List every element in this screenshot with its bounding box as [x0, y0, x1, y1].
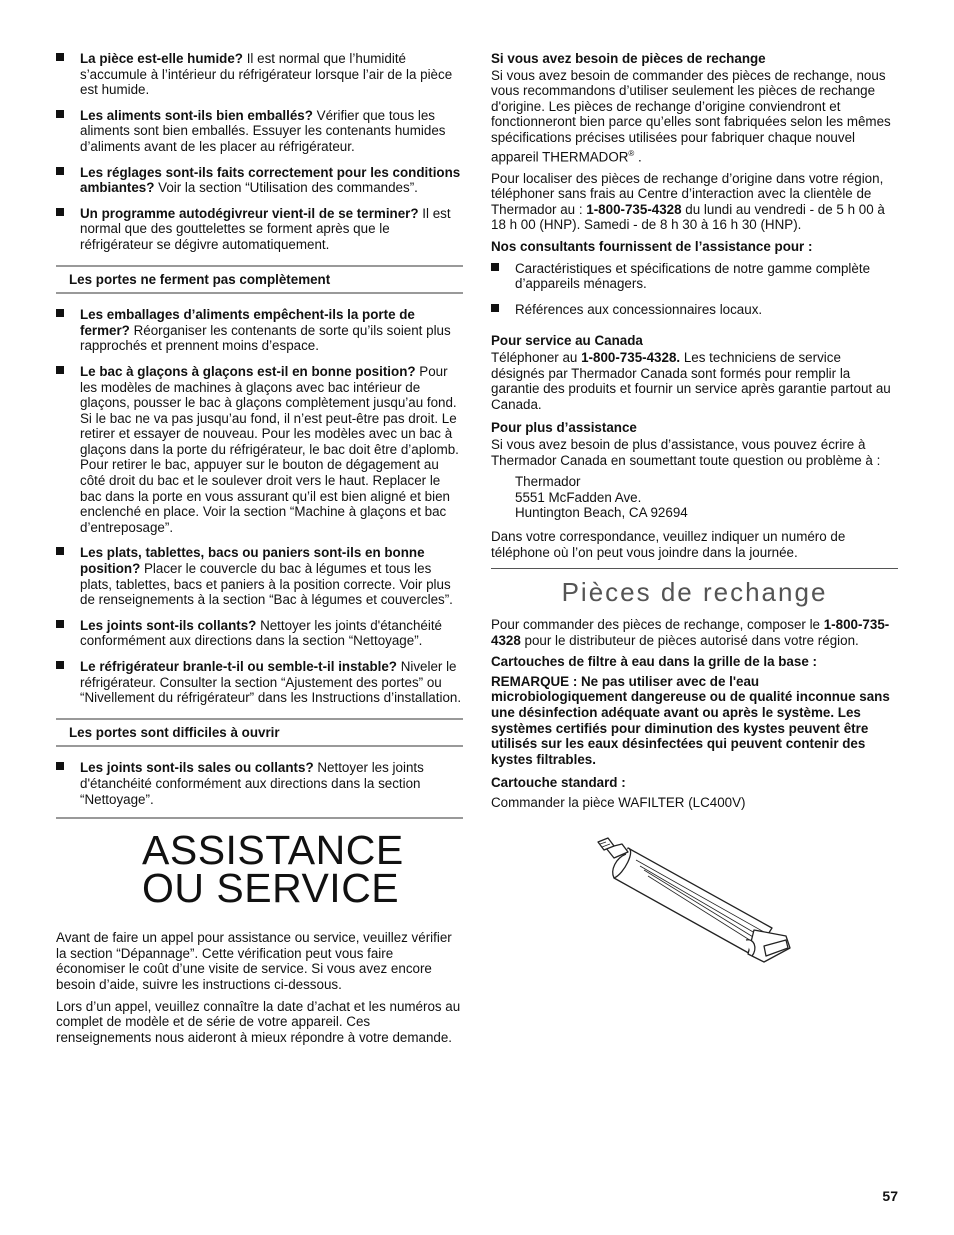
square-bullet-icon	[491, 263, 499, 271]
bullet-item: Les réglages sont-ils faits correctement pour les conditions ambiantes? Voir la section “Utilisation des commandes”.	[56, 165, 463, 196]
bullet-item: Références aux concessionnaires locaux.	[491, 302, 898, 318]
phone-number: 1-800-735-4328	[586, 201, 682, 217]
section-heading-doors-not-closing: Les portes ne ferment pas complètement	[56, 265, 463, 295]
title-line-2: OU SERVICE	[142, 865, 400, 912]
consultants-list	[491, 261, 898, 318]
bullet-item: Caractéristiques et spécifications de notre gamme complète d’appareils ménagers.	[491, 261, 898, 292]
right-column	[491, 51, 898, 817]
left-column	[56, 51, 463, 1051]
square-bullet-icon	[491, 304, 499, 312]
parts-heading: Si vous avez besoin de pièces de rechange	[491, 51, 766, 66]
order-paragraph: Pour commander des pièces de rechange, composer le 1-800-735-4328 pour le distributeur de pièces autorisé dans votre région.	[491, 617, 890, 648]
more-help-heading: Pour plus d’assistance	[491, 420, 637, 436]
bullet-item: Le réfrigérateur branle-t-il ou semble-t-il instable? Niveler le réfrigérateur. Consulter la section “Ajustement des portes” ou “Nivellement du réfrigérateur” dans les Instructions d’installation.	[56, 659, 463, 706]
intro-paragraph: Avant de faire un appel pour assistance ou service, veuillez vérifier la section “Dépannage”. Cette vérification peut vous faire économiser le coût d’une visite de service. Si vous avez encore besoin d’aide, suivre les instructions ci-dessous.	[56, 930, 452, 992]
standard-cartridge-text: Commander la pièce WAFILTER (LC400V)	[491, 795, 746, 811]
canada-heading: Pour service au Canada	[491, 333, 643, 349]
mailing-address: Thermador 5551 McFadden Ave. Huntington Beach, CA 92694	[515, 474, 688, 521]
consultants-heading: Nos consultants fournissent de l’assistance pour :	[491, 239, 813, 254]
square-bullet-icon	[56, 110, 64, 118]
bullet-item: Les emballages d’aliments empêchent-ils la porte de fermer? Réorganiser les contenants de sorte qu’ils soient plus rapprochés et prennent moins d’espace.	[56, 307, 463, 354]
cartridge-heading: Cartouches de filtre à eau dans la grille de la base :	[491, 654, 817, 670]
phone-number: 1-800-735-4328	[491, 617, 890, 648]
bullet-item: Les aliments sont-ils bien emballés? Vérifier que tous les aliments sont bien emballés. Essuyer les contenants humides d’aliments avant de les placer au réfrigérateur.	[56, 108, 463, 155]
square-bullet-icon	[56, 762, 64, 770]
square-bullet-icon	[56, 309, 64, 317]
section-divider	[491, 568, 898, 569]
bullet-item: Les plats, tablettes, bacs ou paniers sont-ils en bonne position? Placer le couvercle du bac à légumes et tous les plats, tablettes, bacs et paniers à la position correcte. Voir plus de renseignements à la section “Bac à légumes et couvercles”.	[56, 545, 463, 607]
square-bullet-icon	[56, 620, 64, 628]
warning-note: REMARQUE : Ne pas utiliser avec de l'eau microbiologiquement dangereuse ou de qualité inconnue sans une désinfection adéquate avant ou après le système. Les systèmes certifiés pour diminution des kystes peuvent être utilisés sur les eaux désinfectées qui peuvent contenir des kystes filtrables.	[491, 673, 890, 767]
humidity-bullets	[56, 51, 463, 253]
title-line-1: ASSISTANCE	[142, 827, 404, 874]
hard-open-bullets	[56, 760, 463, 807]
square-bullet-icon	[56, 167, 64, 175]
parts-locate-paragraph: Pour localiser des pièces de rechange d’origine dans votre région, téléphoner sans frais au Centre d’interaction avec la clientèle de Thermador au : 1-800-735-4328 du lundi au vendredi - de 5 h 00 à 18 h 00 (HNP). Samedi - de 8 h 30 à 16 h 30 (HNP).	[491, 170, 885, 233]
phone-number: 1-800-735-4328.	[581, 349, 681, 365]
bullet-item: Le bac à glaçons à glaçons est-il en bonne position? Pour les modèles de machines à glaçons avec bac intérieur de glaçons, pousser le bac à glaçons complètement jusqu’au fond. Si le bac ne va pas jusqu’au fond, il n’est peut-être pas droit. Le retirer et essayer de nouveau. Pour les modèles avec un bac à glaçons dans la porte du réfrigérateur, le bac doit être d’aplomb. Pour retirer le bac, appuyer sur le bouton de dégagement au côté droit du bac et le soulever droit vers le haut. Replacer le bac dans la porte en vous assurant qu’il est bien aligné et bien enclenché en place. Voir la section “Machine à glaçons et bac d’entreposage”.	[56, 364, 463, 536]
bullet-item: Les joints sont-ils sales ou collants? Nettoyer les joints d'étanchéité conformément aux directions dans la section “Nettoyage”.	[56, 760, 463, 807]
doors-bullets	[56, 307, 463, 706]
replacement-parts-title: Pièces de rechange	[561, 577, 828, 608]
parts-paragraph: Si vous avez besoin de commander des pièces de rechange, nous vous recommandons d’utiliser seulement les pièces de rechange d'origine. Les pièces de rechange d’origine conviendront et fonctionneront bien parce qu’elles sont fabriquées selon les mêmes spécifications précises utilisées pour fabriquer chaque nouvel appareil THERMADOR® .	[491, 67, 891, 165]
page-number: 57	[882, 1188, 898, 1204]
call-info-paragraph: Lors d’un appel, veuillez connaître la date d’achat et les numéros au complet de modèle et de série de votre appareil. Ces renseignements nous aideront à mieux répondre à votre demande.	[56, 998, 461, 1045]
assistance-title	[56, 817, 463, 912]
bullet-item: Un programme autodégivreur vient-il de se terminer? Il est normal que des gouttelettes se forment après que le réfrigérateur se dégivre automatiquement.	[56, 206, 463, 253]
bullet-item: La pièce est-elle humide? Il est normal que l’humidité s’accumule à l’intérieur du réfrigérateur lorsque l’air de la pièce est humide.	[56, 51, 463, 98]
more-help-paragraph: Si vous avez besoin de plus d’assistance, vous pouvez écrire à Thermador Canada en soumettant toute question ou problème à :	[491, 436, 881, 468]
square-bullet-icon	[56, 53, 64, 61]
bullet-item: Les joints sont-ils collants? Nettoyer les joints d'étanchéité conformément aux directions dans la section “Nettoyage”.	[56, 618, 463, 649]
water-filter-cartridge-image	[596, 836, 796, 970]
section-heading-doors-hard-to-open: Les portes sont difficiles à ouvrir	[56, 718, 463, 748]
square-bullet-icon	[56, 661, 64, 669]
square-bullet-icon	[56, 366, 64, 374]
canada-paragraph: Téléphoner au 1-800-735-4328. Les techniciens de service désignés par Thermador Canada sont formés pour remplir la garantie des produits et fournir un service après garantie partout au Canada.	[491, 349, 891, 412]
square-bullet-icon	[56, 208, 64, 216]
correspondence-paragraph: Dans votre correspondance, veuillez indiquer un numéro de téléphone où l’on peut vous joindre dans la journée.	[491, 528, 846, 560]
square-bullet-icon	[56, 547, 64, 555]
standard-cartridge-heading: Cartouche standard :	[491, 775, 626, 791]
